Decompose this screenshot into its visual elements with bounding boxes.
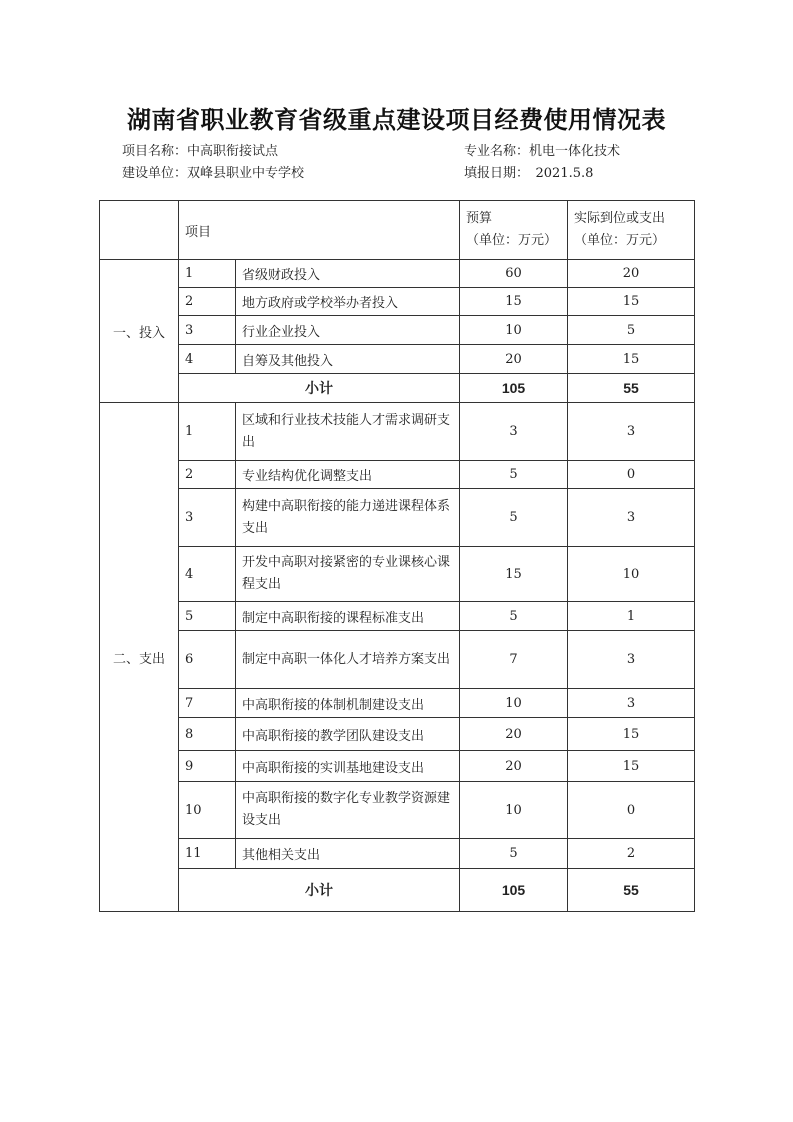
row-budget: 5	[460, 489, 568, 547]
row-name: 制定中高职一体化人才培养方案支出	[236, 631, 460, 689]
funding-table	[99, 200, 695, 912]
row-no: 11	[179, 839, 236, 869]
table-row	[100, 718, 695, 751]
row-no: 2	[179, 288, 236, 316]
row-name: 省级财政投入	[236, 260, 460, 288]
row-budget: 15	[460, 288, 568, 316]
row-name: 中高职衔接的体制机制建设支出	[236, 689, 460, 718]
expense-section-label: 二、支出	[100, 403, 179, 912]
row-actual: 15	[568, 288, 695, 316]
income-section-label: 一、投入	[100, 260, 179, 403]
row-name: 地方政府或学校举办者投入	[236, 288, 460, 316]
table-row	[100, 689, 695, 718]
row-name: 区域和行业技术技能人才需求调研支出	[236, 403, 460, 461]
table-row	[100, 751, 695, 782]
table-row	[100, 631, 695, 689]
subtotal-budget: 105	[460, 374, 568, 403]
subtotal-actual: 55	[568, 374, 695, 403]
row-name: 专业结构优化调整支出	[236, 461, 460, 489]
report-date: 填报日期： 2021.5.8	[464, 166, 594, 181]
row-no: 7	[179, 689, 236, 718]
table-row	[100, 489, 695, 547]
row-no: 10	[179, 782, 236, 839]
table-row	[100, 288, 695, 316]
table-row	[100, 403, 695, 461]
row-actual: 3	[568, 489, 695, 547]
row-actual: 10	[568, 547, 695, 602]
row-actual: 15	[568, 718, 695, 751]
table-row	[100, 547, 695, 602]
table-row	[100, 839, 695, 869]
subtotal-label: 小计	[179, 869, 460, 912]
income-subtotal-row	[100, 374, 695, 403]
project-name: 项目名称：中高职衔接试点	[122, 144, 279, 159]
expense-subtotal-row	[100, 869, 695, 912]
row-actual: 15	[568, 751, 695, 782]
row-no: 8	[179, 718, 236, 751]
row-actual: 3	[568, 689, 695, 718]
row-actual: 5	[568, 316, 695, 345]
header-empty-cell	[100, 201, 179, 260]
row-no: 4	[179, 345, 236, 374]
row-no: 4	[179, 547, 236, 602]
row-name: 中高职衔接的实训基地建设支出	[236, 751, 460, 782]
row-actual: 3	[568, 403, 695, 461]
page-title: 湖南省职业教育省级重点建设项目经费使用情况表	[127, 106, 666, 134]
header-actual	[568, 201, 695, 260]
table-row	[100, 316, 695, 345]
row-budget: 7	[460, 631, 568, 689]
row-budget: 15	[460, 547, 568, 602]
row-actual: 20	[568, 260, 695, 288]
row-no: 3	[179, 316, 236, 345]
construction-unit: 建设单位：双峰县职业中专学校	[122, 166, 305, 181]
row-no: 9	[179, 751, 236, 782]
table-row	[100, 260, 695, 288]
row-actual: 0	[568, 782, 695, 839]
row-budget: 20	[460, 345, 568, 374]
major-name: 专业名称：机电一体化技术	[464, 144, 621, 159]
row-name: 其他相关支出	[236, 839, 460, 869]
row-actual: 1	[568, 602, 695, 631]
row-actual: 0	[568, 461, 695, 489]
row-actual: 3	[568, 631, 695, 689]
row-no: 2	[179, 461, 236, 489]
row-budget: 5	[460, 839, 568, 869]
header-budget-title: 预算	[466, 211, 493, 226]
row-budget: 60	[460, 260, 568, 288]
row-budget: 20	[460, 751, 568, 782]
table-row	[100, 461, 695, 489]
row-actual: 15	[568, 345, 695, 374]
row-budget: 20	[460, 718, 568, 751]
row-name: 开发中高职对接紧密的专业课核心课程支出	[236, 547, 460, 602]
row-actual: 2	[568, 839, 695, 869]
row-no: 3	[179, 489, 236, 547]
header-budget	[460, 201, 568, 260]
table-row	[100, 602, 695, 631]
header-actual-unit: （单位：万元）	[574, 233, 666, 248]
row-name: 中高职衔接的教学团队建设支出	[236, 718, 460, 751]
table-row	[100, 782, 695, 839]
subtotal-budget: 105	[460, 869, 568, 912]
subtotal-actual: 55	[568, 869, 695, 912]
row-no: 1	[179, 260, 236, 288]
header-budget-unit: （单位：万元）	[466, 233, 558, 248]
table-row	[100, 345, 695, 374]
row-name: 中高职衔接的数字化专业教学资源建设支出	[236, 782, 460, 839]
row-name: 构建中高职衔接的能力递进课程体系支出	[236, 489, 460, 547]
header-item: 项目	[179, 201, 460, 260]
row-no: 5	[179, 602, 236, 631]
row-budget: 5	[460, 602, 568, 631]
subtotal-label: 小计	[179, 374, 460, 403]
row-budget: 10	[460, 689, 568, 718]
header-actual-title: 实际到位或支出	[574, 211, 666, 226]
row-no: 1	[179, 403, 236, 461]
row-name: 自筹及其他投入	[236, 345, 460, 374]
row-name: 行业企业投入	[236, 316, 460, 345]
row-no: 6	[179, 631, 236, 689]
row-budget: 3	[460, 403, 568, 461]
row-budget: 10	[460, 316, 568, 345]
table-header-row	[100, 201, 695, 260]
row-budget: 5	[460, 461, 568, 489]
row-name: 制定中高职衔接的课程标准支出	[236, 602, 460, 631]
row-budget: 10	[460, 782, 568, 839]
